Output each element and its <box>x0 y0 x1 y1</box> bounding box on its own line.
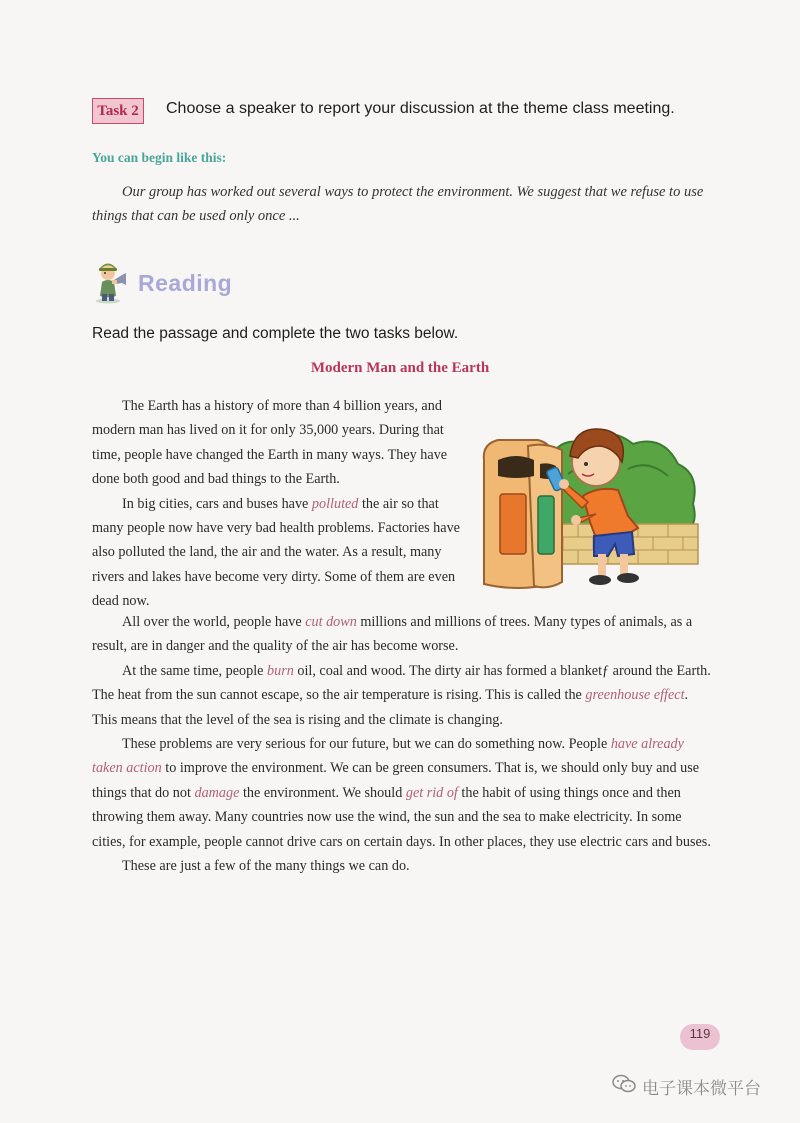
page-number: 119 <box>689 1026 711 1041</box>
vocab-highlight: cut down <box>305 614 357 630</box>
text: All over the world, people have <box>122 614 306 630</box>
example-text: Our group has worked out several ways to protect the environment. We suggest that we refuse to use things that can be used only once ... <box>92 184 704 224</box>
vocab-highlight: have already taken action <box>92 736 684 777</box>
text: millions and millions of trees. Many types of animals, as a result, are in danger and the quality of the air has become worse. <box>92 614 693 655</box>
reading-section-title: Reading <box>138 270 233 296</box>
text: the environment. We should <box>239 784 406 801</box>
text: At the same time, people <box>122 662 267 679</box>
text: the habit of using things once and then throwing them away. Many countries now use the wind, the sun and the sea to make electricity. In some cities, for example, people cannot drive cars on certain days. In other places, they use electric cars and buses. <box>92 784 711 850</box>
speaker-with-megaphone-icon <box>90 258 132 304</box>
vocab-highlight: get rid of <box>405 784 458 801</box>
text: oil, coal and wood. The dirty air has formed a blanketƒ around the Earth. The heat from the sun cannot escape, so the air temperature is rising. This is called the <box>92 662 711 704</box>
text: to improve the environment. We can be green consumers. That is, we should only buy and use things that do not <box>92 760 700 801</box>
paragraph-6: These are just a few of the many things we can do. <box>122 858 410 875</box>
paragraph-1: The Earth has a history of more than 4 billion years, and modern man has lived on it for only 35,000 years. During that time, people have changed the Earth in many ways. They have done both good and bad things to the Earth. <box>92 398 448 488</box>
watermark-text: 电子课本微平台 <box>642 1079 761 1099</box>
task-instruction: Choose a speaker to report your discussion at the theme class meeting. <box>166 100 675 117</box>
vocab-highlight: polluted <box>311 495 359 512</box>
reading-instruction: Read the passage and complete the two tasks below. <box>92 325 459 342</box>
paragraph-2 <box>92 492 464 614</box>
text: These problems are very serious for our future, but we can do something now. People <box>122 736 611 753</box>
example-paragraph <box>92 180 710 228</box>
boy-recycling-bottle-into-bin-illustration <box>478 404 706 594</box>
paragraph-4 <box>92 659 712 732</box>
vocab-highlight: damage <box>194 784 240 801</box>
vocab-highlight: burn <box>267 662 294 679</box>
passage-wide-column <box>92 610 712 878</box>
paragraph-3 <box>92 610 712 659</box>
text: In big cities, cars and buses have <box>122 495 312 512</box>
text: the air so that many people now have very bad health problems. Factories have also polluted the land, the air and the water. As a result, many rivers and lakes have become very dirty. Some of them are even dead now. <box>92 495 460 610</box>
text: . This means that the level of the sea is rising and the climate is changing. <box>92 687 689 728</box>
task-badge: Task 2 <box>92 98 144 124</box>
wechat-icon <box>612 1074 636 1099</box>
watermark <box>612 1074 761 1099</box>
passage-title: Modern Man and the Earth <box>310 360 490 376</box>
paragraph-5 <box>92 732 712 854</box>
vocab-highlight: greenhouse effect <box>585 687 685 704</box>
begin-like-label: You can begin like this: <box>92 150 227 165</box>
passage-narrow-column <box>92 394 464 614</box>
